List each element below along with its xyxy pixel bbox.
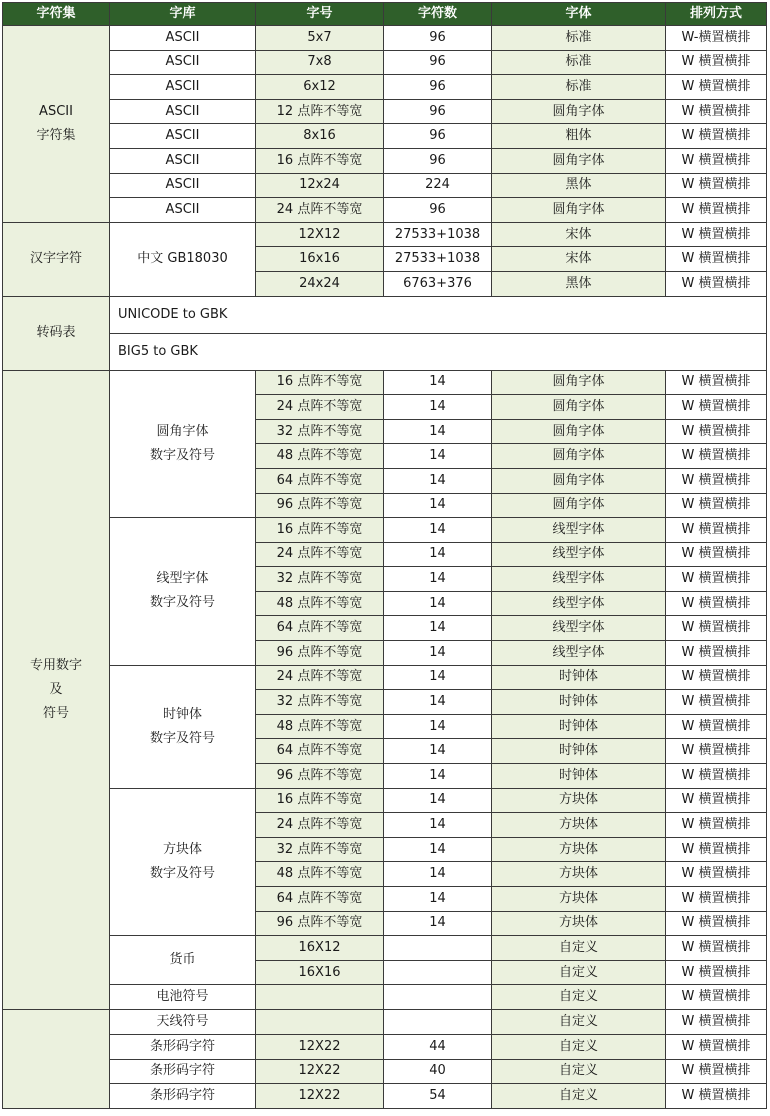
section-ascii-line-2: 字符集 [36, 127, 76, 143]
cell-count: 14 [384, 591, 492, 616]
cell-font: 方块体 [492, 788, 666, 813]
header-count: 字符数 [384, 3, 492, 26]
cell-size: 12X12 [256, 222, 384, 247]
cell-count: 14 [384, 542, 492, 567]
cell-count: 14 [384, 862, 492, 887]
cell-library: 条形码字符 [110, 1084, 256, 1109]
cell-arrangement: W 横置横排 [666, 493, 767, 518]
table-row [3, 222, 767, 247]
cell-transcode: BIG5 to GBK [110, 333, 767, 370]
section-special [3, 370, 110, 1010]
cell-count: 14 [384, 665, 492, 690]
cell-size: 12x24 [256, 173, 384, 198]
cell-size: 16X12 [256, 936, 384, 961]
cell-size: 12X22 [256, 1059, 384, 1084]
cell-font: 圆角字体 [492, 419, 666, 444]
cell-arrangement: W 横置横排 [666, 173, 767, 198]
cell-count: 14 [384, 837, 492, 862]
header-size: 字号 [256, 3, 384, 26]
cell-arrangement: W 横置横排 [666, 960, 767, 985]
cell-arrangement: W 横置横排 [666, 542, 767, 567]
cell-arrangement: W 横置横排 [666, 271, 767, 296]
cell-arrangement: W 横置横排 [666, 616, 767, 641]
cell-size: 96 点阵不等宽 [256, 641, 384, 666]
cell-font: 标准 [492, 50, 666, 75]
cell-size: 64 点阵不等宽 [256, 616, 384, 641]
cell-size: 32 点阵不等宽 [256, 690, 384, 715]
cell-count: 96 [384, 198, 492, 223]
table-row [3, 518, 767, 543]
cell-font: 方块体 [492, 887, 666, 912]
cell-count: 14 [384, 690, 492, 715]
cell-library-group-line-2: 数字及符号 [149, 447, 215, 463]
cell-font: 线型字体 [492, 641, 666, 666]
cell-arrangement: W 横置横排 [666, 985, 767, 1010]
cell-count [384, 985, 492, 1010]
cell-arrangement: W 横置横排 [666, 222, 767, 247]
cell-font: 粗体 [492, 124, 666, 149]
cell-library: ASCII [110, 173, 256, 198]
cell-font: 时钟体 [492, 764, 666, 789]
cell-arrangement: W 横置横排 [666, 591, 767, 616]
cell-size: 8x16 [256, 124, 384, 149]
cell-size: 96 点阵不等宽 [256, 764, 384, 789]
cell-count: 6763+376 [384, 271, 492, 296]
cell-library: ASCII [110, 50, 256, 75]
table-row [3, 1059, 767, 1084]
cell-font: 自定义 [492, 960, 666, 985]
cell-library: ASCII [110, 99, 256, 124]
cell-font: 圆角字体 [492, 493, 666, 518]
cell-size: 64 点阵不等宽 [256, 887, 384, 912]
cell-size [256, 1010, 384, 1035]
cell-font: 圆角字体 [492, 395, 666, 420]
table-row [3, 173, 767, 198]
cell-arrangement: W 横置横排 [666, 1010, 767, 1035]
cell-arrangement: W 横置横排 [666, 99, 767, 124]
cell-size: 16x16 [256, 247, 384, 272]
cell-arrangement: W 横置横排 [666, 788, 767, 813]
cell-arrangement: W 横置横排 [666, 124, 767, 149]
header-arrangement: 排列方式 [666, 3, 767, 26]
cell-count: 96 [384, 148, 492, 173]
header-row [3, 3, 767, 26]
cell-arrangement: W 横置横排 [666, 444, 767, 469]
cell-library-group [110, 985, 256, 1010]
table-row [3, 936, 767, 961]
cell-count: 14 [384, 788, 492, 813]
table-row [3, 1010, 767, 1035]
cell-library: ASCII [110, 124, 256, 149]
cell-size: 16 点阵不等宽 [256, 370, 384, 395]
cell-font: 圆角字体 [492, 148, 666, 173]
cell-count: 14 [384, 616, 492, 641]
cell-library-group [110, 936, 256, 985]
table-body [3, 26, 767, 1109]
table-row [3, 1034, 767, 1059]
cell-arrangement: W 横置横排 [666, 50, 767, 75]
cell-font: 标准 [492, 75, 666, 100]
cell-count: 40 [384, 1059, 492, 1084]
cell-size: 12 点阵不等宽 [256, 99, 384, 124]
cell-library: ASCII [110, 198, 256, 223]
table-row [3, 788, 767, 813]
cell-library-group-line-1: 货币 [169, 952, 196, 968]
section-other [3, 1010, 110, 1108]
cell-size: 48 点阵不等宽 [256, 714, 384, 739]
cell-count: 27533+1038 [384, 222, 492, 247]
cell-arrangement: W 横置横排 [666, 862, 767, 887]
section-ascii-line-1: ASCII [39, 103, 73, 119]
cell-library-group-line-1: 线型字体 [156, 571, 209, 587]
cell-count: 14 [384, 419, 492, 444]
cell-count [384, 1010, 492, 1035]
cell-arrangement: W 横置横排 [666, 75, 767, 100]
table-row [3, 1084, 767, 1109]
table-row [3, 198, 767, 223]
cell-arrangement: W 横置横排 [666, 198, 767, 223]
table-row [3, 75, 767, 100]
table-row [3, 50, 767, 75]
cell-font: 时钟体 [492, 665, 666, 690]
cell-count: 96 [384, 50, 492, 75]
section-special-line-2: 及 [49, 681, 63, 697]
cell-size: 6x12 [256, 75, 384, 100]
cell-count: 14 [384, 493, 492, 518]
cell-library: 天线符号 [110, 1010, 256, 1035]
cell-arrangement: W 横置横排 [666, 837, 767, 862]
cell-font: 自定义 [492, 1034, 666, 1059]
cell-library-group-line-1: 时钟体 [162, 706, 202, 722]
cell-font: 时钟体 [492, 739, 666, 764]
cell-font: 方块体 [492, 862, 666, 887]
cell-size: 16 点阵不等宽 [256, 518, 384, 543]
cell-library-group-line-2: 数字及符号 [149, 595, 215, 611]
cell-count [384, 960, 492, 985]
table-row [3, 333, 767, 370]
cell-font: 黑体 [492, 271, 666, 296]
cell-arrangement: W 横置横排 [666, 665, 767, 690]
cell-size: 5x7 [256, 26, 384, 51]
cell-size: 24 点阵不等宽 [256, 813, 384, 838]
cell-arrangement: W 横置横排 [666, 518, 767, 543]
cell-library-group [110, 518, 256, 666]
cell-arrangement: W 横置横排 [666, 395, 767, 420]
cell-font: 圆角字体 [492, 99, 666, 124]
cell-count: 14 [384, 370, 492, 395]
cell-font: 线型字体 [492, 518, 666, 543]
cell-count: 224 [384, 173, 492, 198]
cell-arrangement: W 横置横排 [666, 887, 767, 912]
cell-font: 圆角字体 [492, 468, 666, 493]
cell-size: 48 点阵不等宽 [256, 444, 384, 469]
cell-arrangement: W 横置横排 [666, 911, 767, 936]
cell-library: ASCII [110, 75, 256, 100]
cell-size: 24 点阵不等宽 [256, 395, 384, 420]
cell-count: 44 [384, 1034, 492, 1059]
cell-count: 14 [384, 444, 492, 469]
cell-library-group [110, 788, 256, 936]
header-library: 字库 [110, 3, 256, 26]
cell-size: 16 点阵不等宽 [256, 148, 384, 173]
table-row [3, 148, 767, 173]
cell-arrangement: W 横置横排 [666, 1059, 767, 1084]
cell-arrangement: W 横置横排 [666, 419, 767, 444]
cell-count: 96 [384, 124, 492, 149]
cell-count: 14 [384, 641, 492, 666]
cell-size: 96 点阵不等宽 [256, 911, 384, 936]
table-row [3, 296, 767, 333]
cell-font: 时钟体 [492, 714, 666, 739]
table-row [3, 985, 767, 1010]
cell-font: 自定义 [492, 1010, 666, 1035]
cell-size: 7x8 [256, 50, 384, 75]
cell-arrangement: W 横置横排 [666, 370, 767, 395]
cell-count: 14 [384, 714, 492, 739]
cell-font: 自定义 [492, 1059, 666, 1084]
header-font: 字体 [492, 3, 666, 26]
cell-library-group [110, 370, 256, 518]
cell-count: 14 [384, 813, 492, 838]
cell-arrangement: W 横置横排 [666, 690, 767, 715]
header-charset: 字符集 [3, 3, 110, 26]
section-hanzi: 汉字字符 [3, 222, 110, 296]
table-row [3, 370, 767, 395]
cell-font: 自定义 [492, 1084, 666, 1109]
cell-font: 自定义 [492, 936, 666, 961]
cell-size: 32 点阵不等宽 [256, 837, 384, 862]
table-row [3, 665, 767, 690]
cell-size: 48 点阵不等宽 [256, 591, 384, 616]
cell-font: 自定义 [492, 985, 666, 1010]
cell-font: 宋体 [492, 222, 666, 247]
section-transcode: 转码表 [3, 296, 110, 370]
cell-count: 96 [384, 99, 492, 124]
cell-arrangement: W 横置横排 [666, 1034, 767, 1059]
cell-arrangement: W 横置横排 [666, 567, 767, 592]
cell-font: 黑体 [492, 173, 666, 198]
cell-library: 条形码字符 [110, 1034, 256, 1059]
cell-library-group-line-2: 数字及符号 [149, 730, 215, 746]
cell-arrangement: W 横置横排 [666, 468, 767, 493]
cell-font: 宋体 [492, 247, 666, 272]
section-ascii [3, 26, 110, 223]
cell-count: 14 [384, 739, 492, 764]
cell-count: 14 [384, 518, 492, 543]
cell-size [256, 985, 384, 1010]
cell-size: 48 点阵不等宽 [256, 862, 384, 887]
cell-library: 条形码字符 [110, 1059, 256, 1084]
cell-size: 24 点阵不等宽 [256, 665, 384, 690]
cell-font: 线型字体 [492, 542, 666, 567]
cell-library-group-line-1: 方块体 [162, 841, 202, 857]
section-special-line-1: 专用数字 [29, 657, 82, 673]
cell-size: 16X16 [256, 960, 384, 985]
cell-font: 线型字体 [492, 567, 666, 592]
cell-count: 96 [384, 75, 492, 100]
cell-library-group-line-2: 数字及符号 [149, 865, 215, 881]
cell-size: 64 点阵不等宽 [256, 739, 384, 764]
cell-count: 14 [384, 395, 492, 420]
cell-arrangement: W 横置横排 [666, 714, 767, 739]
cell-count: 96 [384, 26, 492, 51]
cell-library: 中文 GB18030 [110, 222, 256, 296]
cell-library: ASCII [110, 26, 256, 51]
cell-arrangement: W 横置横排 [666, 764, 767, 789]
cell-size: 32 点阵不等宽 [256, 419, 384, 444]
table-row [3, 99, 767, 124]
cell-size: 64 点阵不等宽 [256, 468, 384, 493]
cell-count: 14 [384, 567, 492, 592]
cell-font: 圆角字体 [492, 198, 666, 223]
cell-count: 14 [384, 468, 492, 493]
font-spec-table [2, 2, 767, 1109]
cell-size: 32 点阵不等宽 [256, 567, 384, 592]
cell-size: 96 点阵不等宽 [256, 493, 384, 518]
cell-count: 14 [384, 911, 492, 936]
cell-library-group [110, 665, 256, 788]
cell-arrangement: W 横置横排 [666, 148, 767, 173]
cell-size: 24 点阵不等宽 [256, 198, 384, 223]
cell-font: 线型字体 [492, 616, 666, 641]
cell-font: 时钟体 [492, 690, 666, 715]
cell-arrangement: W-横置横排 [666, 26, 767, 51]
cell-arrangement: W 横置横排 [666, 247, 767, 272]
cell-arrangement: W 横置横排 [666, 813, 767, 838]
cell-count: 54 [384, 1084, 492, 1109]
cell-library-group-line-1: 圆角字体 [156, 423, 209, 439]
cell-library-group-line-1: 电池符号 [156, 989, 209, 1005]
cell-size: 24x24 [256, 271, 384, 296]
cell-count [384, 936, 492, 961]
cell-size: 12X22 [256, 1084, 384, 1109]
cell-font: 方块体 [492, 813, 666, 838]
cell-library: ASCII [110, 148, 256, 173]
cell-font: 线型字体 [492, 591, 666, 616]
cell-count: 14 [384, 764, 492, 789]
cell-arrangement: W 横置横排 [666, 936, 767, 961]
cell-size: 12X22 [256, 1034, 384, 1059]
cell-count: 14 [384, 887, 492, 912]
cell-size: 24 点阵不等宽 [256, 542, 384, 567]
cell-arrangement: W 横置横排 [666, 1084, 767, 1109]
cell-font: 方块体 [492, 837, 666, 862]
cell-transcode: UNICODE to GBK [110, 296, 767, 333]
cell-size: 16 点阵不等宽 [256, 788, 384, 813]
cell-count: 27533+1038 [384, 247, 492, 272]
cell-font: 标准 [492, 26, 666, 51]
cell-font: 圆角字体 [492, 370, 666, 395]
cell-arrangement: W 横置横排 [666, 739, 767, 764]
section-special-line-3: 符号 [42, 705, 69, 721]
cell-font: 圆角字体 [492, 444, 666, 469]
table-row [3, 26, 767, 51]
table-row [3, 124, 767, 149]
cell-arrangement: W 横置横排 [666, 641, 767, 666]
cell-font: 方块体 [492, 911, 666, 936]
